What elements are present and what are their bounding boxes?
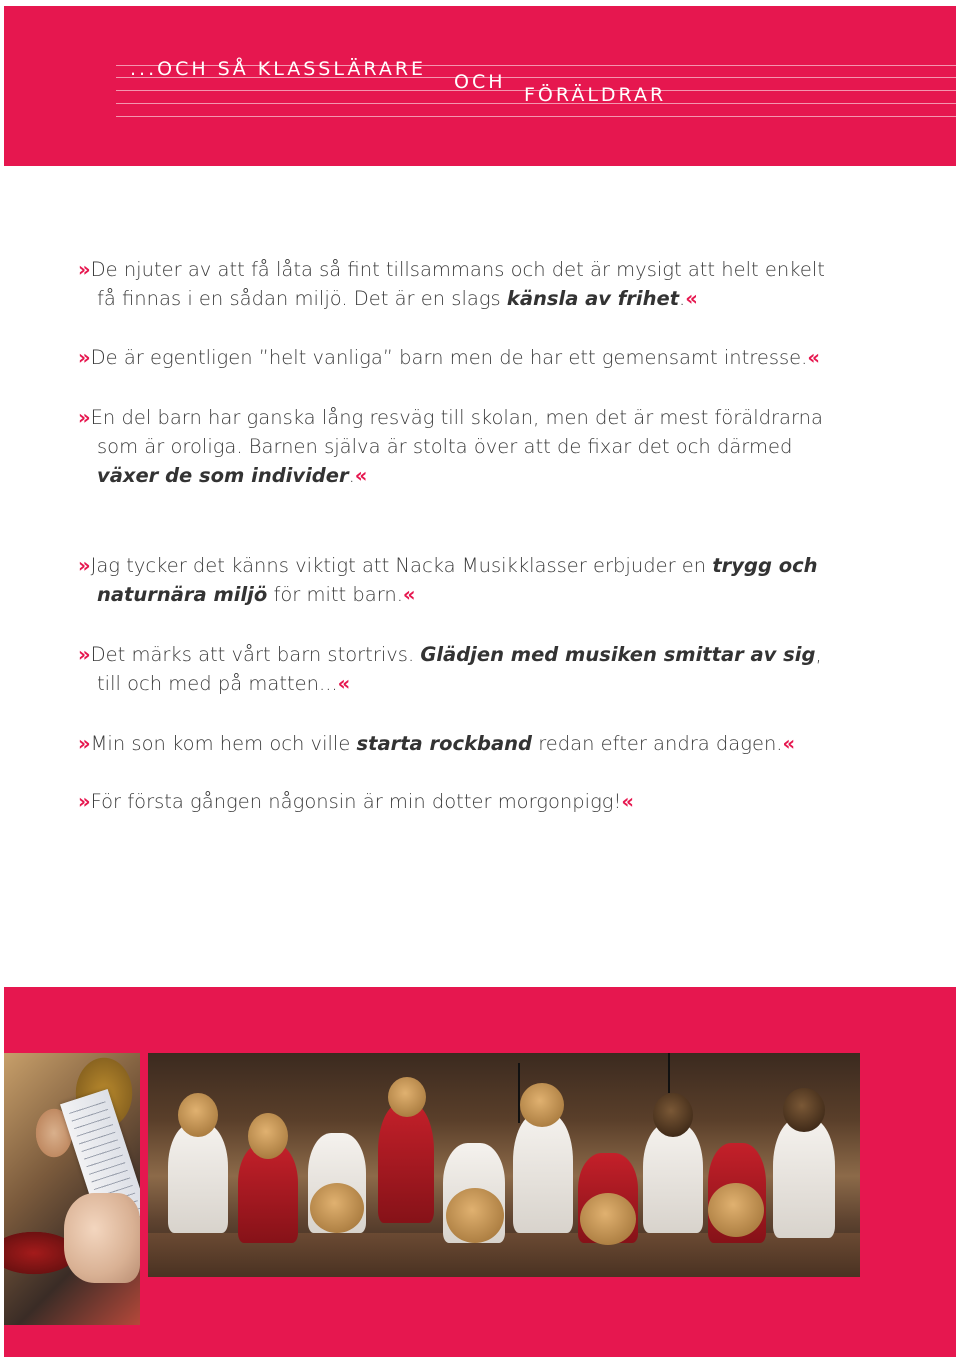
photo-sheet-music — [4, 1053, 140, 1325]
quote-line — [78, 787, 858, 816]
quote-text: De njuter av att få låta så fint tillsammans och det är mysigt att helt enkelt — [90, 258, 825, 281]
singer-head — [580, 1193, 636, 1245]
quote-close-mark: « — [807, 346, 820, 369]
quote-text: som är oroliga. Barnen själva är stolta över att de fixar det och därmed — [97, 435, 793, 458]
singer-head — [446, 1188, 504, 1243]
page-title-part-3: FÖRÄLDRAR — [524, 84, 667, 106]
singer-head — [310, 1183, 364, 1233]
quote-close-mark: « — [354, 464, 368, 487]
quote-line — [78, 640, 858, 669]
choir-singer — [643, 1123, 703, 1233]
singer-head — [520, 1083, 564, 1127]
quote-open-mark: » — [78, 346, 91, 369]
header-banner — [4, 6, 956, 166]
quote-close-mark: « — [621, 790, 634, 813]
quote-block — [78, 787, 858, 816]
page-title-part-2: OCH — [454, 71, 506, 93]
singer-head — [178, 1093, 218, 1137]
quote-block — [78, 551, 858, 609]
singer-head — [653, 1093, 693, 1137]
quote-text: . — [348, 464, 355, 487]
choir-singer — [773, 1118, 835, 1238]
quote-line — [78, 580, 858, 609]
quote-close-mark: « — [402, 583, 416, 606]
quote-open-mark: » — [78, 406, 91, 429]
emphasis-text: trygg och — [712, 554, 818, 577]
quote-text: Jag tycker det känns viktigt att Nacka Musikklasser erbjuder en — [90, 554, 713, 577]
quote-text: För första gången någonsin är min dotter morgonpigg! — [90, 790, 622, 813]
quote-text: De är egentligen ”helt vanliga” barn men de har ett gemensamt intresse. — [90, 346, 808, 369]
quote-line — [78, 729, 858, 758]
singer-head — [248, 1113, 288, 1159]
staff-line — [116, 116, 956, 117]
quote-line — [78, 551, 858, 580]
quote-line — [78, 669, 858, 698]
quote-block — [78, 729, 858, 758]
quote-text: , — [815, 643, 822, 666]
singer-head — [783, 1088, 825, 1132]
quote-line — [78, 403, 858, 432]
quote-open-mark: » — [78, 732, 91, 755]
quote-open-mark: » — [78, 643, 91, 666]
quote-line — [78, 284, 858, 313]
quote-close-mark: « — [685, 287, 698, 310]
quote-line — [78, 461, 858, 490]
quote-text: till och med på matten... — [97, 672, 338, 695]
quote-text: Det märks att vårt barn stortrivs. — [90, 643, 421, 666]
emphasis-text: naturnära miljö — [97, 583, 268, 606]
emphasis-text: känsla av frihet — [506, 287, 680, 310]
quote-line — [78, 343, 858, 372]
quote-text: få finnas i en sådan miljö. Det är en slags — [97, 287, 507, 310]
page-title-part-1: ...OCH SÅ KLASSLÄRARE — [130, 58, 427, 80]
microphone-stand — [518, 1063, 520, 1123]
quote-open-mark: » — [78, 554, 91, 577]
quote-block — [78, 640, 858, 698]
microphone-stand — [668, 1053, 670, 1093]
singer-head — [388, 1077, 426, 1117]
choir-singer — [378, 1103, 434, 1223]
singer-head — [708, 1183, 764, 1237]
quote-text: redan efter andra dagen. — [532, 732, 783, 755]
quote-open-mark: » — [78, 790, 91, 813]
choir-singer — [168, 1123, 228, 1233]
quote-block — [78, 403, 858, 490]
quote-block — [78, 255, 858, 313]
quote-text: Min son kom hem och ville — [90, 732, 357, 755]
quote-close-mark: « — [782, 732, 796, 755]
quote-text: . — [679, 287, 686, 310]
photo-choir — [148, 1053, 860, 1277]
quote-text: för mitt barn. — [267, 583, 403, 606]
choir-singer — [513, 1113, 573, 1233]
quote-line — [78, 432, 858, 461]
quote-open-mark: » — [78, 258, 91, 281]
quote-line — [78, 255, 858, 284]
quote-block — [78, 343, 858, 372]
emphasis-text: växer de som individer — [97, 464, 349, 487]
quote-close-mark: « — [337, 672, 351, 695]
quote-text: En del barn har ganska lång resväg till skolan, men det är mest föräldrarna — [90, 406, 823, 429]
hand-image — [64, 1193, 140, 1283]
emphasis-text: Glädjen med musiken smittar av sig — [420, 643, 816, 666]
emphasis-text: starta rockband — [356, 732, 533, 755]
